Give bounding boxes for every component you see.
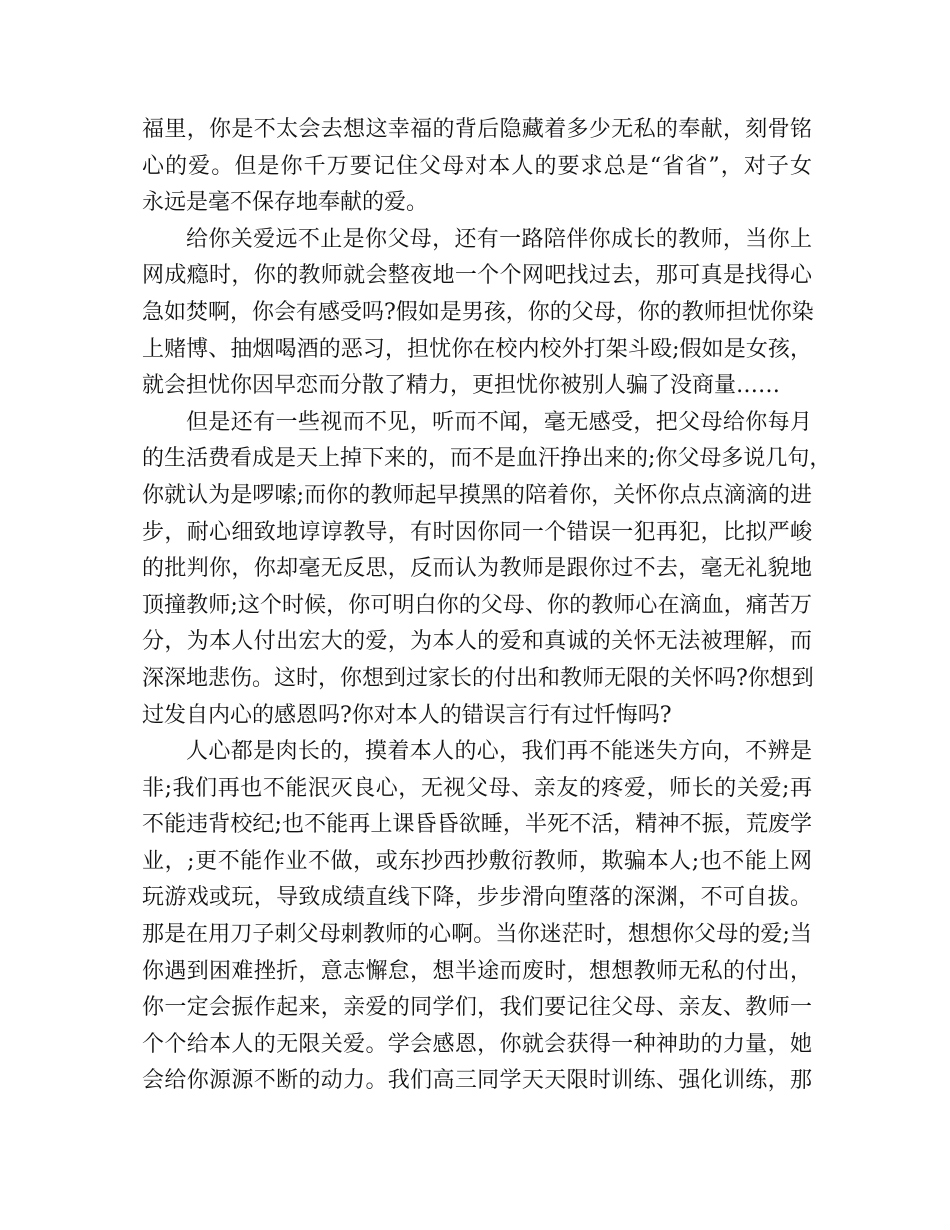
text-line: 深深地悲伤。这时，你想到过家长的付出和教师无限的关怀吗?你想到: [142, 665, 814, 691]
text-line: 步，耐心细致地谆谆教导，有时因你同一个错误一犯再犯，比拟严峻: [142, 519, 812, 545]
text-line: 永远是毫不保存地奉献的爱。: [142, 190, 429, 216]
text-line: 的生活费看成是天上掉下来的，而不是血汗挣出来的;你父母多说几句，: [142, 446, 832, 472]
paragraph-first-line: 给你关爱远不止是你父母，还有一路陪伴你成长的教师，当你上: [186, 226, 812, 252]
text-line: 顶撞教师;这个时候，你可明白你的父母、你的教师心在滴血，痛苦万: [142, 592, 812, 618]
text-line: 会给你源源不断的动力。我们高三同学天天限时训练、强化训练，那: [142, 1068, 812, 1094]
text-line: 福里，你是不太会去想这幸福的背后隐藏着多少无私的奉献，刻骨铭: [142, 117, 812, 142]
text-line: 业，;更不能作业不做，或东抄西抄敷衍教师，欺骗本人;也不能上网: [142, 848, 812, 874]
text-line: 不能违背校纪;也不能再上课昏昏欲睡，半死不活，精神不振，荒废学: [142, 812, 812, 838]
text-line: 分，为本人付出宏大的爱，为本人的爱和真诚的关怀无法被理解，而: [142, 629, 812, 655]
text-line: 个个给本人的无限关爱。学会感恩，你就会获得一种神助的力量，她: [142, 1031, 812, 1057]
text-line: 非;我们再也不能泯灭良心，无视父母、亲友的疼爱，师长的关爱;再: [142, 775, 812, 801]
text-line: 的批判你，你却毫无反思，反而认为教师是跟你过不去，毫无礼貌地: [142, 556, 812, 582]
text-line: 上赌博、抽烟喝酒的恶习，担忧你在校内校外打架斗殴;假如是女孩，: [142, 336, 812, 362]
text-line: 过发自内心的感恩吗?你对本人的错误言行有过忏悔吗?: [142, 702, 672, 728]
paragraph-first-line: 但是还有一些视而不见，听而不闻，毫无感受，把父母给你每月: [186, 409, 812, 435]
paragraph-first-line: 人心都是肉长的，摸着本人的心，我们再不能迷失方向，不辨是: [186, 739, 812, 765]
text-line: 网成瘾时，你的教师就会整夜地一个个网吧找过去，那可真是找得心: [142, 263, 812, 289]
body-text: [142, 112, 832, 1100]
text-line: 那是在用刀子刺父母刺教师的心啊。当你迷茫时，想想你父母的爱;当: [142, 922, 812, 948]
text-line: 就会担忧你因早恋而分散了精力，更担忧你被别人骗了没商量……: [142, 373, 781, 399]
text-line: 心的爱。但是你千万要记住父母对本人的要求总是“省省”，对子女: [142, 153, 812, 179]
text-line: 你一定会振作起来，亲爱的同学们，我们要记往父母、亲友、教师一: [142, 995, 812, 1021]
text-line: 急如焚啊，你会有感受吗?假如是男孩，你的父母，你的教师担忧你染: [142, 299, 814, 325]
text-line: 你遇到困难挫折，意志懈怠，想半途而废时，想想教师无私的付出，: [142, 958, 812, 984]
text-line: 玩游戏或玩，导致成绩直线下降，步步滑向堕落的深渊，不可自拔。: [142, 885, 812, 911]
text-line: 你就认为是啰嗦;而你的教师起早摸黑的陪着你，关怀你点点滴滴的进: [142, 482, 812, 508]
